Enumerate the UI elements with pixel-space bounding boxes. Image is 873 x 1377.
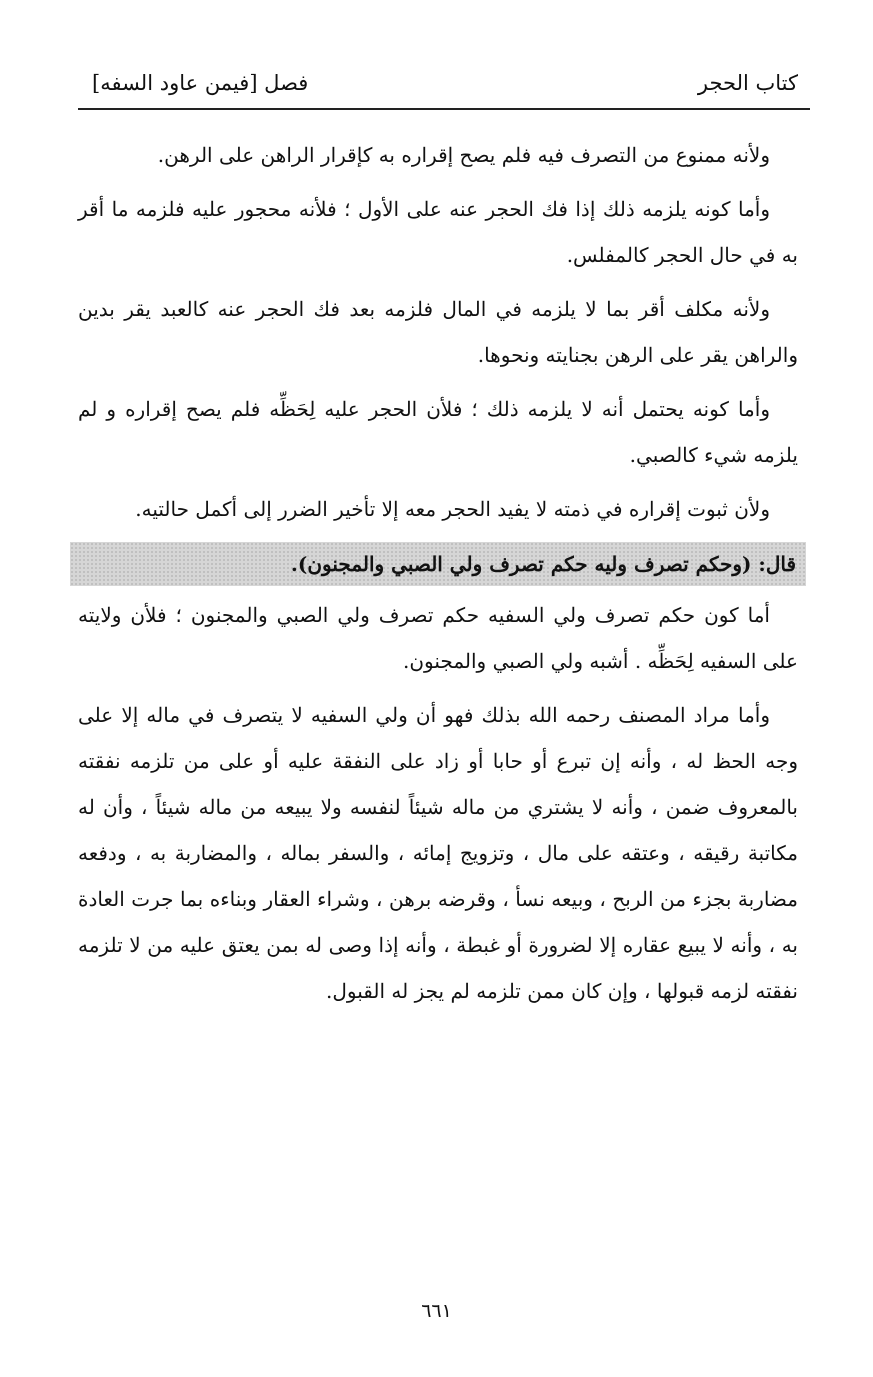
matn-quote-highlight: قال: (وحكم تصرف وليه حكم تصرف ولي الصبي والمجنون).	[70, 542, 806, 586]
running-header	[78, 58, 810, 110]
section-title: فصل [فيمن عاود السفه]	[92, 71, 309, 95]
paragraph-1: ولأنه ممنوع من التصرف فيه فلم يصح إقراره به كإقرار الراهن على الرهن.	[157, 143, 770, 167]
page-number: ٦٦١	[421, 1300, 452, 1322]
body-text	[78, 132, 798, 1022]
paragraph-6: أما كون حكم تصرف ولي السفيه حكم تصرف ولي الصبي والمجنون ؛ فلأن ولايته على السفيه لِحَظِّه . أشبه ولي الصبي والمجنون.	[78, 603, 798, 673]
paragraph-7: وأما مراد المصنف رحمه الله بذلك فهو أن ولي السفيه لا يتصرف في ماله إلا على وجه الحظ له ، وأنه إن تبرع أو حابا أو زاد على النفقة عليه أو على من تلزمه نفقته بالمعروف ضمن ، وأنه لا يشتري من ماله شيئاً لنفسه ولا يبيعه من ماله شيئاً ، وأن له مكاتبة رقيقه ، وعتقه على مال ، وتزويج إمائه ، والسفر بماله ، والمضاربة به ، ودفعه مضاربة بجزء من الربح ، وبيعه نسأ ، وقرضه برهن ، وشراء العقار وبناءه بما جرت العادة به ، وأنه لا يبيع عقاره إلا لضرورة أو غبطة ، وأنه إذا وصى له بمن يعتق عليه من لا تلزمه نفقته لزمه قبولها ، وإن كان ممن تلزمه لم يجز له القبول.	[78, 703, 798, 1003]
paragraph-3: ولأنه مكلف أقر بما لا يلزمه في المال فلزمه بعد فك الحجر عنه كالعبد يقر بدين والراهن يقر على الرهن بجنايته ونحوها.	[78, 297, 798, 367]
paragraph-5: ولأن ثبوت إقراره في ذمته لا يفيد الحجر معه إلا تأخير الضرر إلى أكمل حالتيه.	[135, 497, 770, 521]
book-title: كتاب الحجر	[697, 71, 798, 95]
paragraph-2: وأما كونه يلزمه ذلك إذا فك الحجر عنه على الأول ؛ فلأنه محجور عليه فلزمه ما أقر به في حال الحجر كالمفلس.	[78, 197, 798, 267]
paragraph-4: وأما كونه يحتمل أنه لا يلزمه ذلك ؛ فلأن الحجر عليه لِحَظِّه فلم يصح إقراره و لم يلزمه شيء كالصبي.	[78, 397, 798, 467]
